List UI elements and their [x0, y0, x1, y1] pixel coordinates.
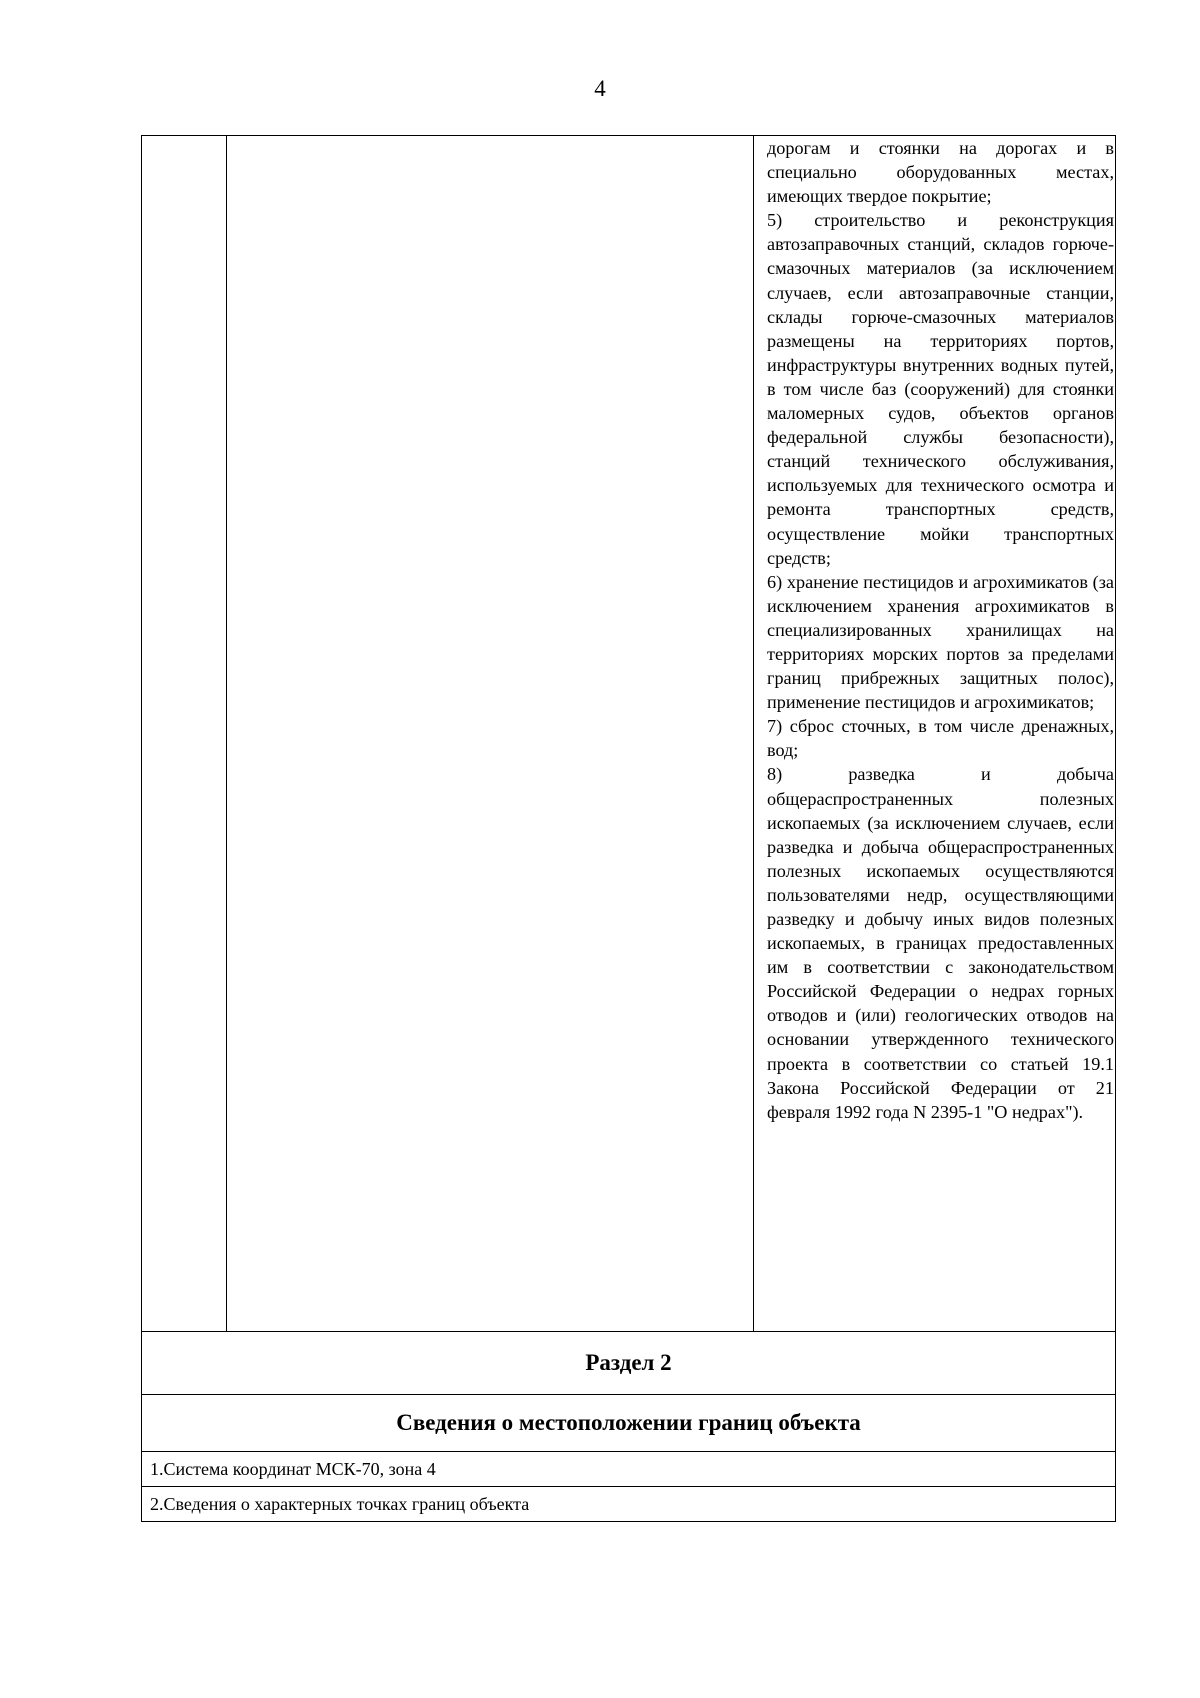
info-text-coordinates: 1.Система координат МСК-70, зона 4 [142, 1452, 1116, 1487]
section-title: Раздел 2 [142, 1332, 1116, 1395]
section-heading-row [142, 1395, 1116, 1452]
paragraph-item-6: 6) хранение пестицидов и агрохимикатов (за исключением хранения агрохимикатов в специализированных хранилищах на территориях морских портов за пределами границ прибрежных защитных полос), применение пестицидов и агрохимикатов; [767, 571, 1114, 713]
paragraph-item-8: 8) разведка и добыча общераспространенных полезных ископаемых (за исключением случаев, если разведка и добыча общераспространенных полезных ископаемых осуществляются пользователями недр, осуществляющими разведку и добычу иных видов полезных ископаемых, в границах предоставленных им в соответствии с законодательством Российской Федерации о недрах горных отводов и (или) геологических отводов на основании утвержденного технического проекта в соответствии со статьей 19.1 Закона Российской Федерации от 21 февраля 1992 года N 2395-1 "О недрах"). [767, 764, 1114, 1122]
content-row [142, 136, 1116, 1332]
document-table [141, 135, 1116, 1522]
info-row-points [142, 1487, 1116, 1522]
paragraph-item-7: 7) сброс сточных, в том числе дренажных, вод; [767, 716, 1114, 761]
section-title-row [142, 1332, 1116, 1395]
table-cell-number [142, 136, 227, 1332]
paragraph-item-5: 5) строительство и реконструкция автозаправочных станций, складов горюче-смазочных материалов (за исключением случаев, если автозаправочные станции, склады горюче-смазочных материалов размещены на территориях портов, инфраструктуры внутренних водных путей, в том числе баз (сооружений) для стоянки маломерных судов, объектов органов федеральной службы безопасности), станций технического обслуживания, используемых для технического осмотра и ремонта транспортных средств, осуществление мойки транспортных средств; [767, 210, 1114, 568]
table-cell-name [227, 136, 754, 1332]
section-heading: Сведения о местоположении границ объекта [142, 1395, 1116, 1452]
info-text-points: 2.Сведения о характерных точках границ объекта [142, 1487, 1116, 1522]
table-cell-description [754, 136, 1116, 1332]
paragraph-continuation: дорогам и стоянки на дорогах и в специально оборудованных местах, имеющих твердое покрытие; [767, 138, 1114, 207]
page-number: 4 [594, 76, 606, 101]
info-row-coordinates [142, 1452, 1116, 1487]
